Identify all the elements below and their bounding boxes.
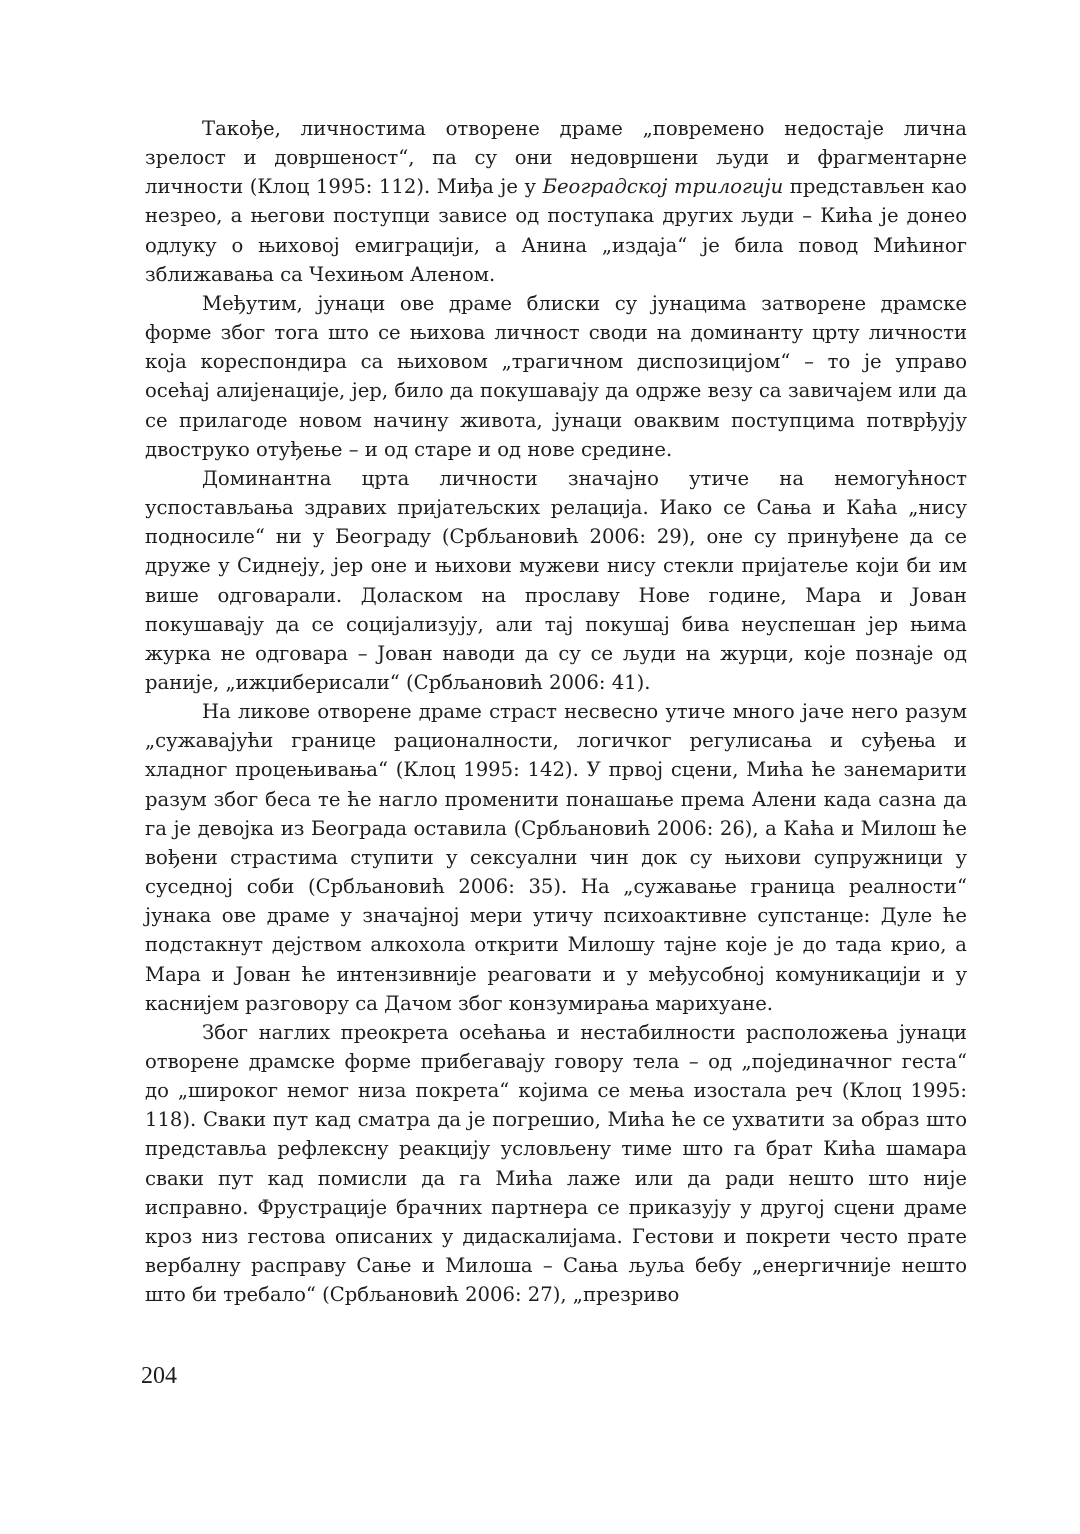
paragraph-1 (145, 114, 967, 289)
body-text (145, 114, 967, 1309)
paragraph-5: Због наглих преокрета осећања и нестабилности расположења јунаци отворене драмске форме прибегавају говору тела – од „појединачног геста“ до „широког немог низа покрета“ којима се мења изостала реч (Клоц 1995: 118). Сваки пут кад сматра да је погрешио, Мића ће се ухватити за образ што представља рефлексну реакцију условљену тиме што га брат Кића шамара сваки пут кад помисли да га Мића лаже или да ради нешто што није исправно. Фрустрације брачних партнера се приказују у другој сцени драме кроз низ гестова описаних у дидаскалијама. Гестови и покрети често прате вербалну расправу Сање и Милоша – Сања љуља бебу „енергичније нешто што би требало“ (Србљановић 2006: 27), „презриво (145, 1020, 967, 1307)
book-title-italic: Београдској трилогији (542, 175, 784, 199)
paragraph-2: Међутим, јунаци ове драме блиски су јунацима затворене драмске форме због тога што се њихова личност своди на доминанту црту личности која кореспондира са њиховом „трагичном диспозицијом“ – то је управо осећај алијенације, јер, било да покушавају да одрже везу са завичајем или да се прилагоде новом начину живота, јунаци оваквим поступцима потврђују двоструко отуђење – и од старе и од нове средине. (145, 291, 967, 461)
paragraph-4: На ликове отворене драме страст несвесно утиче много јаче него разум „сужавајући границе рационалности, логичког регулисања и суђења и хладног процењивања“ (Клоц 1995: 142). У првој сцени, Мића ће занемарити разум због беса те ће нагло променити понашање према Алени када сазна да га је девојка из Београда оставила (Србљановић 2006: 26), а Каћа и Милош ће вођени страстима ступити у сексуални чин док су њихови супружници у суседној соби (Србљановић 2006: 35). На „сужавање граница реалности“ јунака ове драме у значајној мери утичу психоактивне супстанце: Дуле ће подстакнут дејством алкохола открити Милошу тајне које је до тада крио, а Мара и Јован ће интензивније реаговати и у међусобној комуникацији и у каснијем разговору са Дачом због конзумирања марихуане. (145, 700, 967, 1015)
page-number: 204 (141, 1363, 177, 1389)
paragraph-3: Доминантна црта личности значајно утиче на немогућност успостављања здравих пријатељских релација. Иако се Сања и Каћа „нису подносиле“ ни у Београду (Србљановић 2006: 29), оне су принуђене да се друже у Сиднеју, јер оне и њихови мужеви нису стекли пријатеље који би им више одговарали. Доласком на прославу Нове године, Мара и Јован покушавају да се социјализују, али тај покушај бива неуспешан јер њима журка не одговара – Јован наводи да су се људи на журци, које познаје од раније, „ижџиберисали“ (Србљановић 2006: 41). (145, 466, 967, 694)
paragraph-1-text-start: Такође, личностима отворене драме „повремено недостаје лична зрелост и довршеност“, па су они недовршени људи и фрагментарне личности (Клоц 1995: 112). Миђа је у (145, 117, 967, 199)
paragraph-1-text-end: представљен као незрео, а његови поступци зависе од поступака других људи – Кића је донео одлуку о њиховој емиграцији, а Анина „издаја“ је била повод Мићиног зближавања са Чехињом Аленом. (145, 175, 967, 286)
